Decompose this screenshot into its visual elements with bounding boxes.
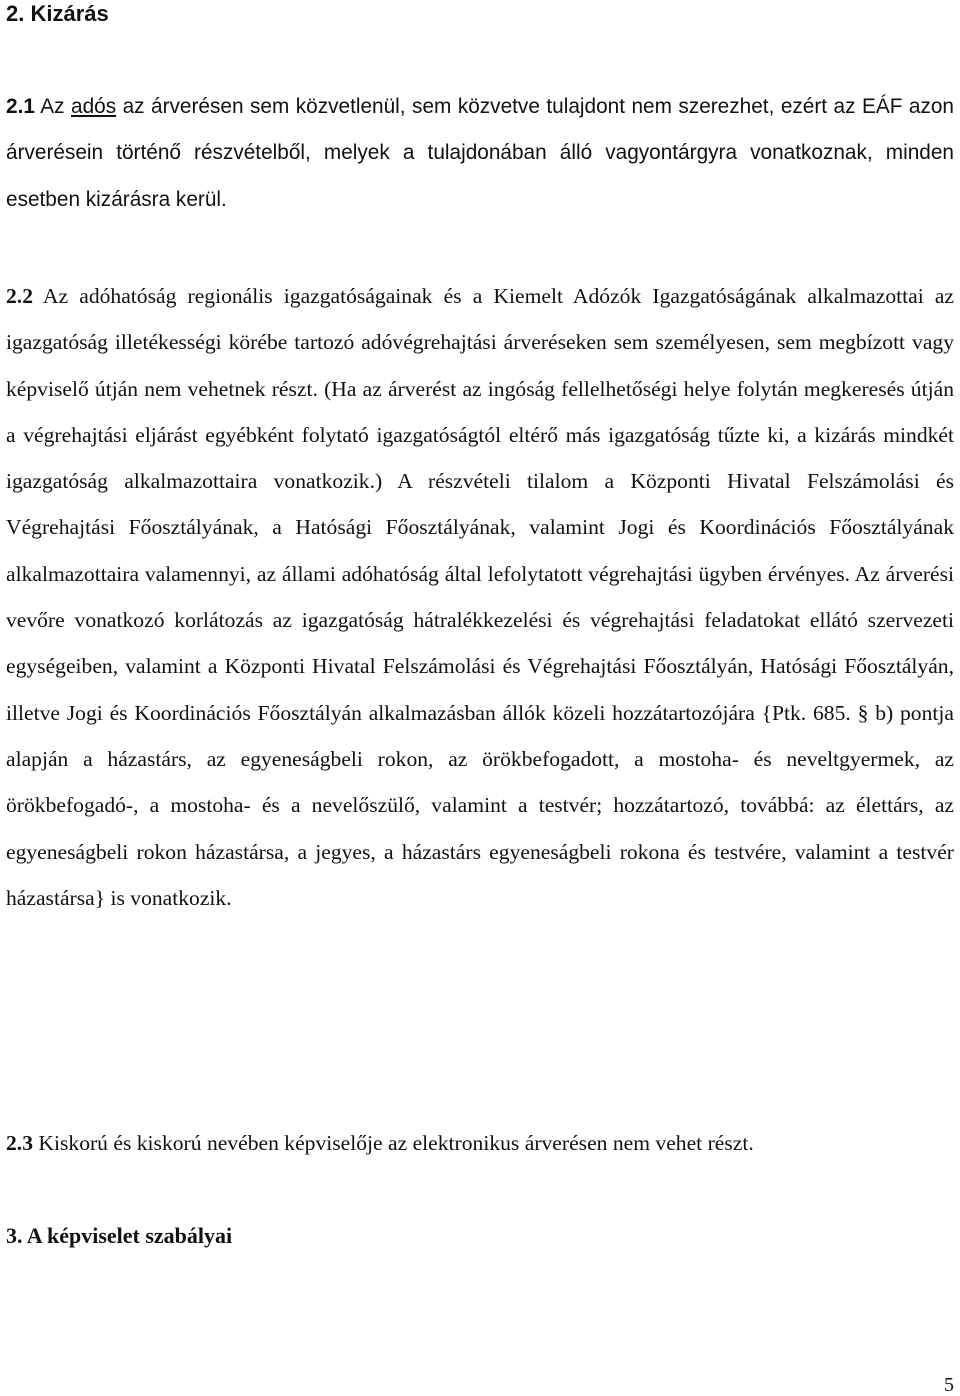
paragraph-2-3 xyxy=(6,1120,954,1166)
section-2-title: Kizárás xyxy=(30,1,109,26)
section-2-number: 2. xyxy=(6,1,25,26)
paragraph-2-2 xyxy=(6,273,954,921)
paragraph-2-3-text: Kiskorú és kiskorú nevében képviselője az elektronikus árverésen nem vehet részt. xyxy=(33,1131,754,1155)
paragraph-2-2-part-2: (Ha az árverést az ingóság fellelhetőségi helye folytán megkeresés útján a végrehajtási eljárást egyébként folytató igazgatóságtól eltérő más igazgatóság tűzte ki, a kizárás mindkét igazgatóság alkalmazottaira vonatkozik.) A részvételi tilalom a Központi Hivatal Felszámolási és Végrehajtási Főosztályának, a Hatósági Főosztályának, valamint Jogi és Koordinációs Főosztályának alkalmazottaira valamennyi, az állami adóhatóság által lefolytatott végrehajtási ügyben érvényes. Az árverési vevőre vonatkozó korlátozás az igazgatóság hátralékkezelési és végrehajtási feladatokat ellátó szervezeti egységeiben, valamint a Központi Hivatal Felszámolási és Végrehajtási Főosztályán, Hatósági Főosztályán, illetve Jogi és Koordinációs Főosztályán alkalmazásban állók közeli hozzátartozójára {Ptk. 685. § b) pontja alapján a házastárs, az egyeneságbeli rokon, az örökbefogadott, a mostoha- és neveltgyermek, az örökbefogadó-, a mostoha- és a nevelőszülő, valamint a testvér; hozzátartozó, továbbá: az élettárs, az egyeneságbeli rokon házastársa, a jegyes, a házastárs egyeneságbeli rokona és testvére, valamint a testvér házastársa} is vonatkozik. xyxy=(6,376,954,910)
paragraph-2-2-part-1: Az adóhatóság regionális igazgatóságainak és a Kiemelt Adózók Igazgatóságának alkalmazottai az igazgatóság illetékességi körébe tartozó adóvégrehajtási árveréseken sem személyesen, sem megbízott vagy képviselő útján nem vehetnek részt. xyxy=(6,284,954,401)
paragraph-2-2-number-tail: 2 xyxy=(22,284,33,308)
section-3-number: 3. xyxy=(6,1223,23,1248)
paragraph-2-1-number-tail: 1 xyxy=(23,95,35,118)
paragraph-2-1-text-start: Az xyxy=(34,95,72,118)
paragraph-2-3-number: 2. xyxy=(6,1131,23,1155)
section-3-title: A képviselet szabályai xyxy=(26,1223,233,1248)
page-number: 5 xyxy=(944,1374,954,1396)
paragraph-2-1-number: 2. xyxy=(6,95,24,118)
paragraph-2-3-number-tail: 3 xyxy=(22,1131,33,1155)
section-2-heading xyxy=(6,0,109,28)
section-3-heading xyxy=(6,1222,232,1250)
adós-link[interactable]: adós xyxy=(71,95,117,118)
paragraph-2-1-text-end: az árverésen sem közvetlenül, sem közvetve tulajdont nem szerezhet, ezért az EÁF azon árverésein történő részvételből, melyek a tulajdonában álló vagyontárgyra vonatkoznak, minden esetben kizárásra kerül. xyxy=(6,95,954,211)
paragraph-2-1 xyxy=(6,84,954,223)
paragraph-2-2-number: 2. xyxy=(6,284,23,308)
